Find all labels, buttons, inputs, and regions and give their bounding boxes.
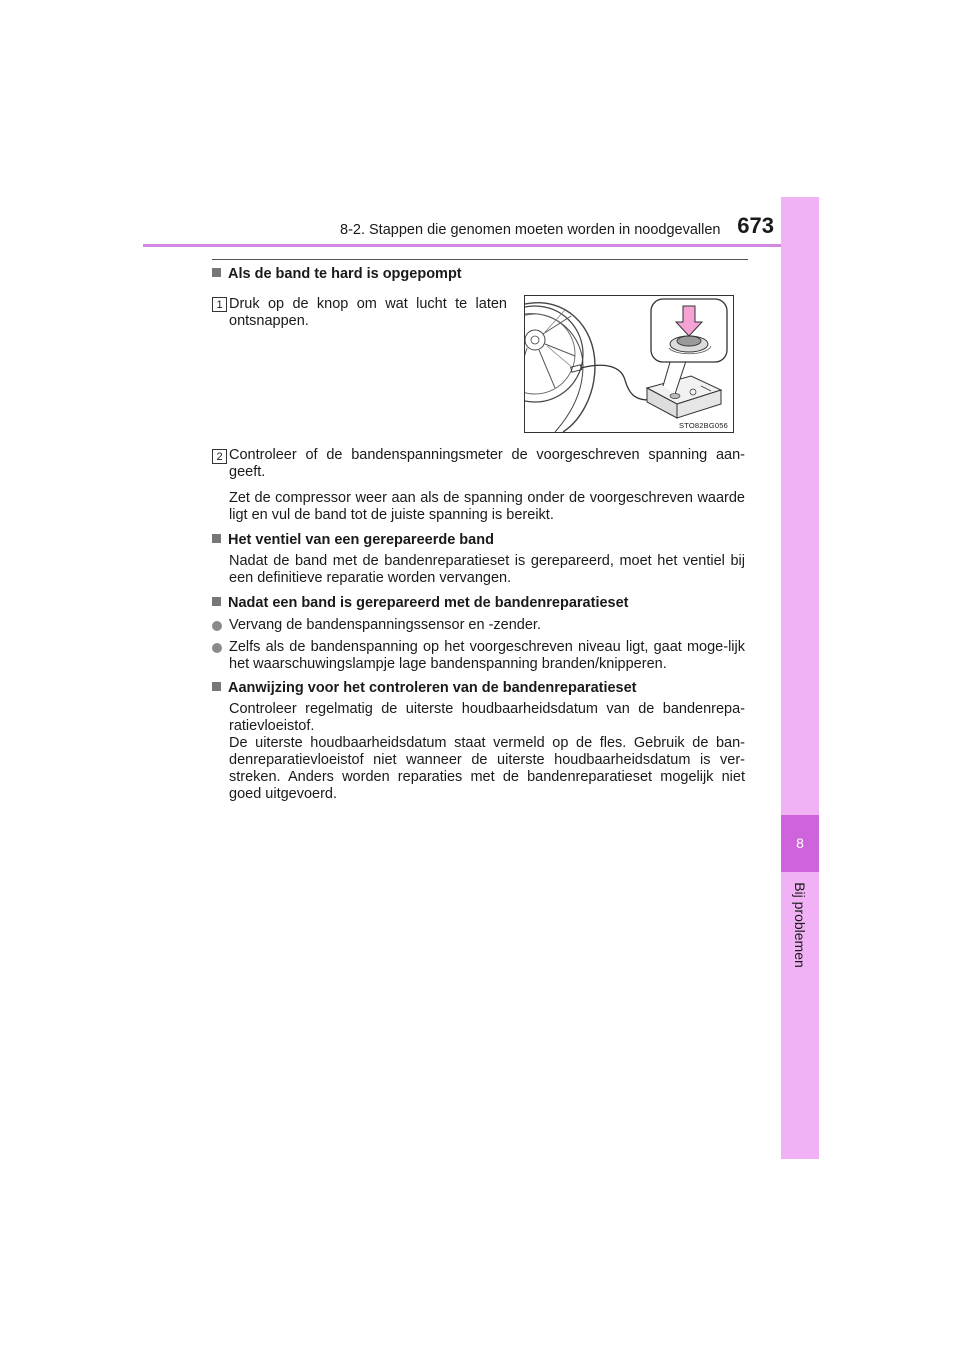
- compressor-illustration: [524, 295, 734, 433]
- chapter-label: Bij problemen: [792, 882, 808, 968]
- square-bullet-icon: [212, 597, 221, 606]
- section-header-title: 8-2. Stappen die genomen moeten worden in noodgevallen: [340, 222, 721, 238]
- header-divider: [143, 244, 819, 247]
- step-number-1: 1: [212, 297, 227, 312]
- round-bullet-icon: [212, 621, 222, 631]
- figure-code: STO82BG056: [679, 421, 728, 430]
- square-bullet-icon: [212, 534, 221, 543]
- step-1-text: Druk op de knop om wat lucht te laten ontsnappen.: [229, 296, 507, 329]
- valve-text: Nadat de band met de bandenreparatieset is gerepareerd, moet het ventiel bij een definitieve reparatie worden vervangen.: [229, 553, 745, 586]
- inspection-text-2: De uiterste houdbaarheidsdatum staat vermeld op de fles. Gebruik de ban-denreparatievloeistof niet wanneer de uiterste houdbaarheidsdatum is ver-streken. Anders worden reparaties met de bandenreparatieset mogelijk niet goed uitgevoerd.: [229, 735, 745, 802]
- heading-inspection: Aanwijzing voor het controleren van de bandenreparatieset: [212, 680, 637, 696]
- step-2-text: Controleer of de bandenspanningsmeter de voorgeschreven spanning aan-geeft.: [229, 447, 745, 480]
- inspection-text-1: Controleer regelmatig de uiterste houdbaarheidsdatum van de bandenrepa-ratievloeistof.: [229, 701, 745, 734]
- square-bullet-icon: [212, 682, 221, 691]
- list-item: Vervang de bandenspanningssensor en -zender.: [212, 617, 745, 634]
- content-divider: [212, 259, 748, 260]
- square-bullet-icon: [212, 268, 221, 277]
- list-item: Zelfs als de bandenspanning op het voorgeschreven niveau ligt, gaat moge-lijk het waarschuwingslampje lage bandenspanning branden/knipperen.: [212, 639, 745, 673]
- heading-overinflated: Als de band te hard is opgepompt: [212, 266, 462, 282]
- round-bullet-icon: [212, 643, 222, 653]
- chapter-number-box: 8: [781, 815, 819, 872]
- step-number-2: 2: [212, 449, 227, 464]
- page-number: 673: [737, 213, 774, 238]
- heading-valve: Het ventiel van een gerepareerde band: [212, 532, 494, 548]
- tire-compressor-drawing: [525, 296, 733, 432]
- heading-after-repair: Nadat een band is gerepareerd met de bandenreparatieset: [212, 595, 629, 611]
- step-2-note: Zet de compressor weer aan als de spanning onder de voorgeschreven waarde ligt en vul de band tot de juiste spanning is bereikt.: [229, 490, 745, 523]
- chapter-side-tab: [781, 197, 819, 1159]
